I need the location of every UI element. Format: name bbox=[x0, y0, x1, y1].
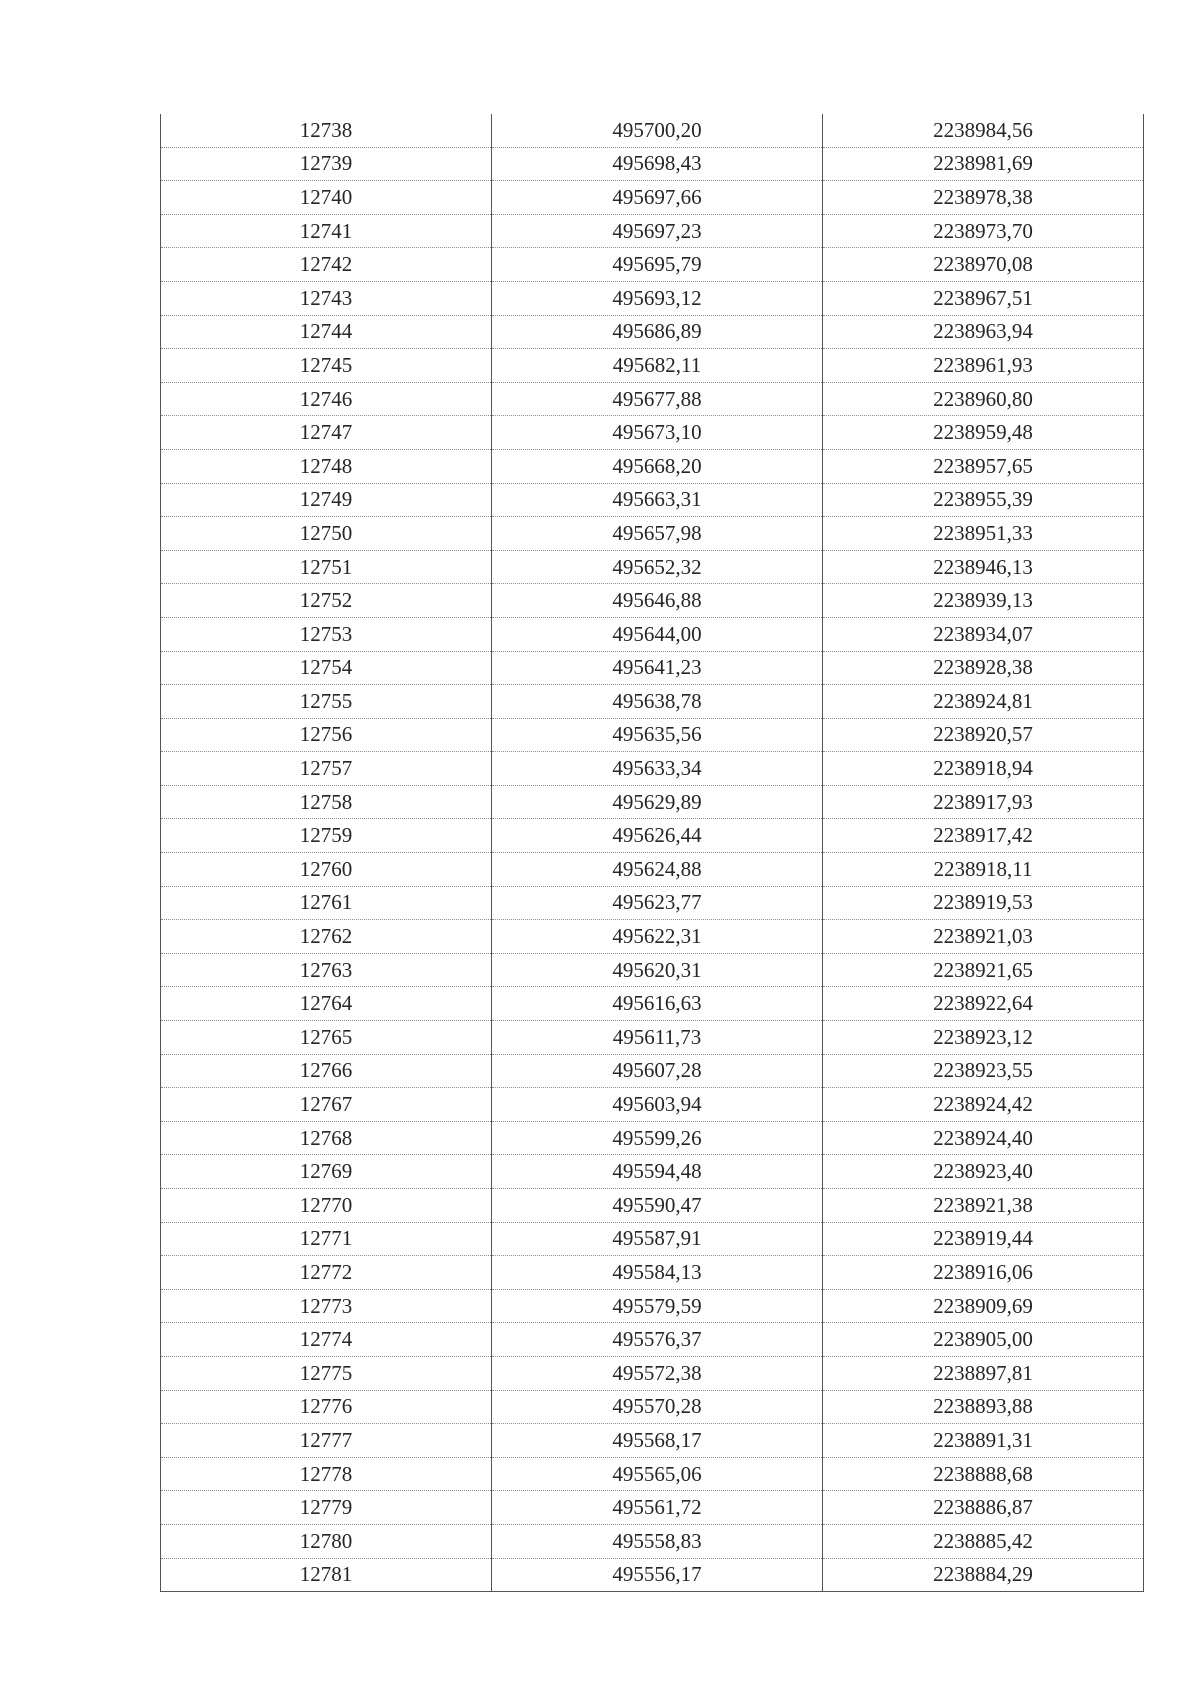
x-coordinate-cell: 495622,31 bbox=[492, 920, 823, 954]
x-coordinate-cell: 495695,79 bbox=[492, 248, 823, 282]
point-number-cell: 12751 bbox=[161, 550, 492, 584]
point-number-cell: 12743 bbox=[161, 281, 492, 315]
y-coordinate-cell: 2238909,69 bbox=[823, 1289, 1144, 1323]
x-coordinate-cell: 495561,72 bbox=[492, 1491, 823, 1525]
table-row bbox=[161, 1390, 1144, 1424]
table-row bbox=[161, 1491, 1144, 1525]
point-number-cell: 12761 bbox=[161, 886, 492, 920]
point-number-cell: 12746 bbox=[161, 382, 492, 416]
point-number-cell: 12764 bbox=[161, 987, 492, 1021]
table-row bbox=[161, 114, 1144, 147]
table-row bbox=[161, 752, 1144, 786]
x-coordinate-cell: 495657,98 bbox=[492, 517, 823, 551]
point-number-cell: 12778 bbox=[161, 1457, 492, 1491]
table-row bbox=[161, 449, 1144, 483]
table-row bbox=[161, 617, 1144, 651]
y-coordinate-cell: 2238888,68 bbox=[823, 1457, 1144, 1491]
x-coordinate-cell: 495579,59 bbox=[492, 1289, 823, 1323]
y-coordinate-cell: 2238959,48 bbox=[823, 416, 1144, 450]
y-coordinate-cell: 2238922,64 bbox=[823, 987, 1144, 1021]
point-number-cell: 12760 bbox=[161, 853, 492, 887]
x-coordinate-cell: 495668,20 bbox=[492, 449, 823, 483]
table-row bbox=[161, 685, 1144, 719]
y-coordinate-cell: 2238920,57 bbox=[823, 718, 1144, 752]
y-coordinate-cell: 2238919,44 bbox=[823, 1222, 1144, 1256]
table-row bbox=[161, 853, 1144, 887]
point-number-cell: 12755 bbox=[161, 685, 492, 719]
point-number-cell: 12759 bbox=[161, 819, 492, 853]
point-number-cell: 12767 bbox=[161, 1088, 492, 1122]
table-row bbox=[161, 1424, 1144, 1458]
point-number-cell: 12750 bbox=[161, 517, 492, 551]
x-coordinate-cell: 495620,31 bbox=[492, 953, 823, 987]
point-number-cell: 12781 bbox=[161, 1558, 492, 1592]
y-coordinate-cell: 2238893,88 bbox=[823, 1390, 1144, 1424]
x-coordinate-cell: 495603,94 bbox=[492, 1088, 823, 1122]
point-number-cell: 12749 bbox=[161, 483, 492, 517]
x-coordinate-cell: 495624,88 bbox=[492, 853, 823, 887]
table-row bbox=[161, 248, 1144, 282]
x-coordinate-cell: 495607,28 bbox=[492, 1054, 823, 1088]
table-row bbox=[161, 416, 1144, 450]
point-number-cell: 12747 bbox=[161, 416, 492, 450]
x-coordinate-cell: 495611,73 bbox=[492, 1021, 823, 1055]
point-number-cell: 12769 bbox=[161, 1155, 492, 1189]
y-coordinate-cell: 2238921,03 bbox=[823, 920, 1144, 954]
y-coordinate-cell: 2238978,38 bbox=[823, 181, 1144, 215]
table-row bbox=[161, 1189, 1144, 1223]
table-row bbox=[161, 1356, 1144, 1390]
table-row bbox=[161, 953, 1144, 987]
x-coordinate-cell: 495626,44 bbox=[492, 819, 823, 853]
point-number-cell: 12774 bbox=[161, 1323, 492, 1357]
y-coordinate-cell: 2238918,11 bbox=[823, 853, 1144, 887]
table-row bbox=[161, 1289, 1144, 1323]
x-coordinate-cell: 495565,06 bbox=[492, 1457, 823, 1491]
y-coordinate-cell: 2238963,94 bbox=[823, 315, 1144, 349]
y-coordinate-cell: 2238891,31 bbox=[823, 1424, 1144, 1458]
table-row bbox=[161, 281, 1144, 315]
point-number-cell: 12754 bbox=[161, 651, 492, 685]
y-coordinate-cell: 2238961,93 bbox=[823, 349, 1144, 383]
y-coordinate-cell: 2238905,00 bbox=[823, 1323, 1144, 1357]
point-number-cell: 12779 bbox=[161, 1491, 492, 1525]
table-row bbox=[161, 1323, 1144, 1357]
table-row bbox=[161, 181, 1144, 215]
x-coordinate-cell: 495572,38 bbox=[492, 1356, 823, 1390]
y-coordinate-cell: 2238923,12 bbox=[823, 1021, 1144, 1055]
x-coordinate-cell: 495663,31 bbox=[492, 483, 823, 517]
y-coordinate-cell: 2238924,81 bbox=[823, 685, 1144, 719]
y-coordinate-cell: 2238924,42 bbox=[823, 1088, 1144, 1122]
y-coordinate-cell: 2238897,81 bbox=[823, 1356, 1144, 1390]
coordinates-table bbox=[160, 114, 1144, 1592]
point-number-cell: 12745 bbox=[161, 349, 492, 383]
x-coordinate-cell: 495686,89 bbox=[492, 315, 823, 349]
x-coordinate-cell: 495677,88 bbox=[492, 382, 823, 416]
x-coordinate-cell: 495584,13 bbox=[492, 1256, 823, 1290]
x-coordinate-cell: 495587,91 bbox=[492, 1222, 823, 1256]
y-coordinate-cell: 2238939,13 bbox=[823, 584, 1144, 618]
x-coordinate-cell: 495568,17 bbox=[492, 1424, 823, 1458]
point-number-cell: 12756 bbox=[161, 718, 492, 752]
table-row bbox=[161, 1558, 1144, 1592]
table-row bbox=[161, 214, 1144, 248]
x-coordinate-cell: 495682,11 bbox=[492, 349, 823, 383]
table-row bbox=[161, 382, 1144, 416]
table-row bbox=[161, 1155, 1144, 1189]
table-row bbox=[161, 147, 1144, 181]
x-coordinate-cell: 495673,10 bbox=[492, 416, 823, 450]
x-coordinate-cell: 495698,43 bbox=[492, 147, 823, 181]
y-coordinate-cell: 2238955,39 bbox=[823, 483, 1144, 517]
y-coordinate-cell: 2238923,40 bbox=[823, 1155, 1144, 1189]
x-coordinate-cell: 495556,17 bbox=[492, 1558, 823, 1592]
x-coordinate-cell: 495697,23 bbox=[492, 214, 823, 248]
table-row bbox=[161, 483, 1144, 517]
x-coordinate-cell: 495594,48 bbox=[492, 1155, 823, 1189]
x-coordinate-cell: 495644,00 bbox=[492, 617, 823, 651]
x-coordinate-cell: 495697,66 bbox=[492, 181, 823, 215]
table-row bbox=[161, 1256, 1144, 1290]
point-number-cell: 12766 bbox=[161, 1054, 492, 1088]
table-row bbox=[161, 987, 1144, 1021]
x-coordinate-cell: 495570,28 bbox=[492, 1390, 823, 1424]
point-number-cell: 12770 bbox=[161, 1189, 492, 1223]
table-row bbox=[161, 315, 1144, 349]
point-number-cell: 12776 bbox=[161, 1390, 492, 1424]
x-coordinate-cell: 495641,23 bbox=[492, 651, 823, 685]
x-coordinate-cell: 495646,88 bbox=[492, 584, 823, 618]
point-number-cell: 12741 bbox=[161, 214, 492, 248]
point-number-cell: 12777 bbox=[161, 1424, 492, 1458]
table-row bbox=[161, 1054, 1144, 1088]
point-number-cell: 12748 bbox=[161, 449, 492, 483]
x-coordinate-cell: 495635,56 bbox=[492, 718, 823, 752]
table-row bbox=[161, 1121, 1144, 1155]
point-number-cell: 12772 bbox=[161, 1256, 492, 1290]
x-coordinate-cell: 495629,89 bbox=[492, 785, 823, 819]
point-number-cell: 12765 bbox=[161, 1021, 492, 1055]
x-coordinate-cell: 495693,12 bbox=[492, 281, 823, 315]
point-number-cell: 12775 bbox=[161, 1356, 492, 1390]
y-coordinate-cell: 2238923,55 bbox=[823, 1054, 1144, 1088]
x-coordinate-cell: 495576,37 bbox=[492, 1323, 823, 1357]
table-row bbox=[161, 584, 1144, 618]
table-row bbox=[161, 1524, 1144, 1558]
y-coordinate-cell: 2238973,70 bbox=[823, 214, 1144, 248]
point-number-cell: 12757 bbox=[161, 752, 492, 786]
table-row bbox=[161, 886, 1144, 920]
y-coordinate-cell: 2238984,56 bbox=[823, 114, 1144, 147]
table-row bbox=[161, 1457, 1144, 1491]
point-number-cell: 12768 bbox=[161, 1121, 492, 1155]
point-number-cell: 12752 bbox=[161, 584, 492, 618]
y-coordinate-cell: 2238917,42 bbox=[823, 819, 1144, 853]
y-coordinate-cell: 2238886,87 bbox=[823, 1491, 1144, 1525]
x-coordinate-cell: 495633,34 bbox=[492, 752, 823, 786]
y-coordinate-cell: 2238957,65 bbox=[823, 449, 1144, 483]
x-coordinate-cell: 495700,20 bbox=[492, 114, 823, 147]
y-coordinate-cell: 2238917,93 bbox=[823, 785, 1144, 819]
point-number-cell: 12773 bbox=[161, 1289, 492, 1323]
y-coordinate-cell: 2238970,08 bbox=[823, 248, 1144, 282]
x-coordinate-cell: 495590,47 bbox=[492, 1189, 823, 1223]
table-row bbox=[161, 517, 1144, 551]
y-coordinate-cell: 2238946,13 bbox=[823, 550, 1144, 584]
x-coordinate-cell: 495558,83 bbox=[492, 1524, 823, 1558]
point-number-cell: 12780 bbox=[161, 1524, 492, 1558]
table-row bbox=[161, 819, 1144, 853]
x-coordinate-cell: 495616,63 bbox=[492, 987, 823, 1021]
y-coordinate-cell: 2238885,42 bbox=[823, 1524, 1144, 1558]
point-number-cell: 12763 bbox=[161, 953, 492, 987]
y-coordinate-cell: 2238921,65 bbox=[823, 953, 1144, 987]
y-coordinate-cell: 2238921,38 bbox=[823, 1189, 1144, 1223]
point-number-cell: 12758 bbox=[161, 785, 492, 819]
table-row bbox=[161, 785, 1144, 819]
point-number-cell: 12742 bbox=[161, 248, 492, 282]
y-coordinate-cell: 2238981,69 bbox=[823, 147, 1144, 181]
x-coordinate-cell: 495652,32 bbox=[492, 550, 823, 584]
coordinates-table-body bbox=[161, 114, 1144, 1592]
y-coordinate-cell: 2238960,80 bbox=[823, 382, 1144, 416]
y-coordinate-cell: 2238919,53 bbox=[823, 886, 1144, 920]
point-number-cell: 12739 bbox=[161, 147, 492, 181]
y-coordinate-cell: 2238928,38 bbox=[823, 651, 1144, 685]
y-coordinate-cell: 2238951,33 bbox=[823, 517, 1144, 551]
table-row bbox=[161, 920, 1144, 954]
table-row bbox=[161, 349, 1144, 383]
table-row bbox=[161, 718, 1144, 752]
y-coordinate-cell: 2238967,51 bbox=[823, 281, 1144, 315]
y-coordinate-cell: 2238884,29 bbox=[823, 1558, 1144, 1592]
table-row bbox=[161, 651, 1144, 685]
table-row bbox=[161, 1021, 1144, 1055]
point-number-cell: 12744 bbox=[161, 315, 492, 349]
table-row bbox=[161, 1222, 1144, 1256]
point-number-cell: 12762 bbox=[161, 920, 492, 954]
point-number-cell: 12753 bbox=[161, 617, 492, 651]
x-coordinate-cell: 495638,78 bbox=[492, 685, 823, 719]
table-row bbox=[161, 550, 1144, 584]
point-number-cell: 12738 bbox=[161, 114, 492, 147]
x-coordinate-cell: 495599,26 bbox=[492, 1121, 823, 1155]
x-coordinate-cell: 495623,77 bbox=[492, 886, 823, 920]
y-coordinate-cell: 2238934,07 bbox=[823, 617, 1144, 651]
point-number-cell: 12740 bbox=[161, 181, 492, 215]
point-number-cell: 12771 bbox=[161, 1222, 492, 1256]
y-coordinate-cell: 2238916,06 bbox=[823, 1256, 1144, 1290]
y-coordinate-cell: 2238918,94 bbox=[823, 752, 1144, 786]
table-row bbox=[161, 1088, 1144, 1122]
y-coordinate-cell: 2238924,40 bbox=[823, 1121, 1144, 1155]
